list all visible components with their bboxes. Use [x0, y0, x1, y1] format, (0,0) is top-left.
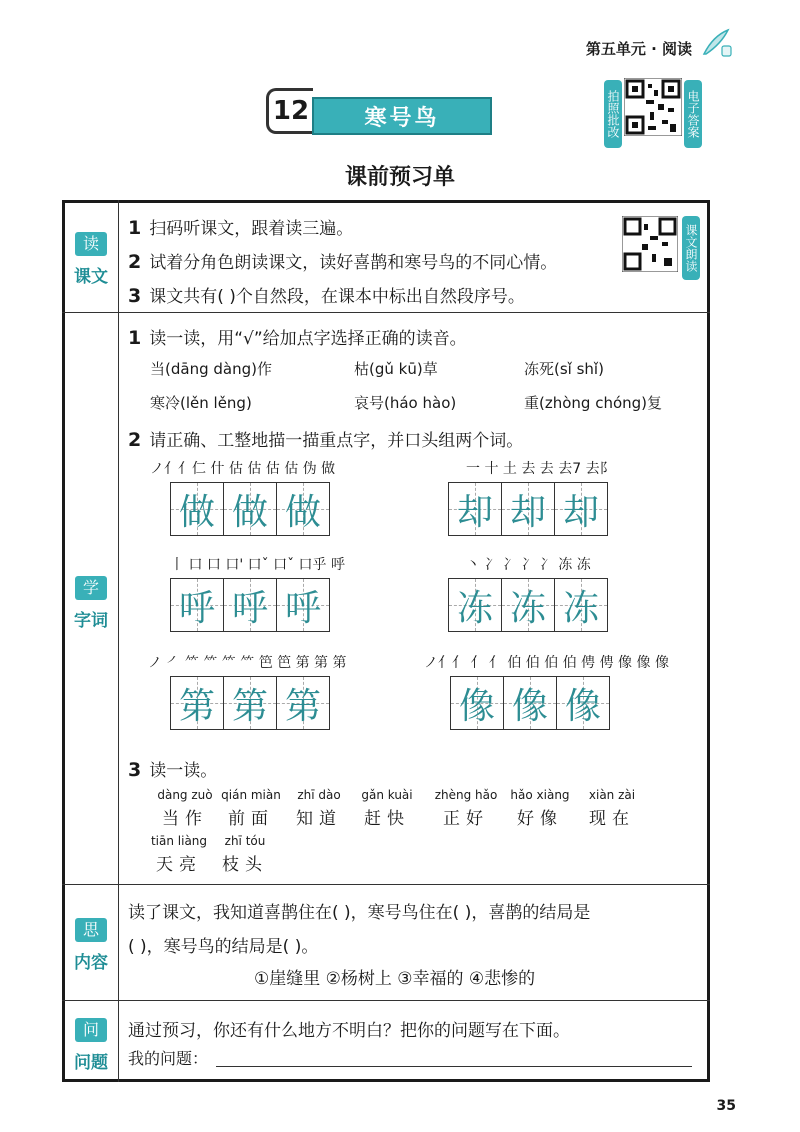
e-answer-tag[interactable]: 电子答案	[684, 80, 702, 148]
audio-tag[interactable]: 课文朗读	[682, 216, 700, 280]
vocab-word: dàng zuò 当作	[157, 788, 213, 829]
learn-q1: 1 读一读，用“√”给加点字选择正确的读音。	[128, 327, 467, 349]
section-ask-tag: 问	[75, 1018, 107, 1042]
section-learn	[68, 576, 114, 631]
vocab-word: qián miàn 前面	[221, 788, 281, 829]
my-question-label: 我的问题：	[128, 1049, 209, 1068]
qr-code-icon[interactable]	[624, 78, 682, 136]
sheet-title: 课前预习单	[344, 165, 455, 190]
stroke-order: 一 十 土 去 去 去7 去阝	[466, 461, 614, 477]
question-answer-line[interactable]	[216, 1066, 692, 1067]
stroke-order: 丨 口 口 口' 口ˇ 口ˇ 口乎 呼	[170, 557, 345, 573]
vocab-word: zhèng hǎo 正好	[434, 788, 498, 829]
vocab-word: gǎn kuài 赶快	[361, 788, 413, 829]
pinyin-choice[interactable]: 寒冷(lěn lěng)	[150, 394, 252, 412]
photo-correct-tag[interactable]: 拍照批改	[604, 80, 622, 148]
audio-qr-code-icon[interactable]	[622, 216, 678, 272]
trace-grid[interactable]: 像 像 像	[450, 676, 610, 730]
unit-label: 第五单元 · 阅读	[585, 40, 692, 58]
lesson-title: 寒号鸟	[312, 97, 492, 135]
pinyin-choice[interactable]: 枯(gǔ kū)草	[354, 360, 438, 378]
pinyin-choice[interactable]: 当(dāng dàng)作	[150, 360, 272, 378]
think-line-2[interactable]: ( )，寒号鸟的结局是( )。	[128, 937, 319, 957]
section-ask-label: 问题	[74, 1053, 108, 1073]
feather-icon	[700, 28, 734, 58]
trace-grid[interactable]: 却 却 却	[448, 482, 608, 536]
lesson-number: 12	[266, 88, 313, 134]
section-read-label: 课文	[74, 267, 108, 287]
column-divider	[118, 200, 119, 1082]
section-learn-label: 字词	[74, 611, 108, 631]
vocab-word: zhī dào 知道	[296, 788, 342, 829]
think-options: ①崖缝里 ②杨树上 ③幸福的 ④悲惨的	[254, 969, 536, 989]
section-learn-tag: 学	[75, 576, 107, 600]
trace-grid[interactable]: 冻 冻 冻	[448, 578, 608, 632]
vocab-word: hǎo xiàng 好像	[510, 788, 570, 829]
think-line-1[interactable]: 读了课文，我知道喜鹊住在( )，寒号鸟住在( )，喜鹊的结局是	[128, 903, 591, 923]
read-item-1: 1 扫码听课文，跟着读三遍。	[128, 217, 354, 239]
trace-grid[interactable]: 呼 呼 呼	[170, 578, 330, 632]
stroke-order: ノ亻亻仁 什 估 估 估 估 伪 做	[150, 461, 336, 477]
row-divider	[62, 312, 710, 313]
vocab-word: xiàn zài 现在	[588, 788, 636, 829]
read-item-3: 3 课文共有( )个自然段，在课本中标出自然段序号。	[128, 285, 525, 307]
page-number: 35	[716, 1098, 736, 1114]
section-think	[68, 918, 114, 973]
row-divider	[62, 884, 710, 885]
trace-grid[interactable]: 做 做 做	[170, 482, 330, 536]
section-read-tag: 读	[75, 232, 107, 256]
ask-prompt: 通过预习，你还有什么地方不明白？把你的问题写在下面。	[128, 1021, 570, 1041]
row-divider	[62, 1000, 710, 1001]
stroke-order: ノ ㇒ ⺮ ⺮ ⺮ ⺮ 笆 笆 第 第 第	[148, 655, 347, 671]
vocab-word: tiān liàng 天亮	[150, 834, 208, 875]
trace-grid[interactable]: 第 第 第	[170, 676, 330, 730]
section-ask	[68, 1018, 114, 1073]
learn-q2: 2 请正确、工整地描一描重点字，并口头组两个词。	[128, 429, 524, 451]
pinyin-choice[interactable]: 冻死(sǐ shǐ)	[524, 360, 604, 378]
section-read	[68, 232, 114, 287]
section-think-label: 内容	[74, 953, 108, 973]
section-think-tag: 思	[75, 918, 107, 942]
pinyin-choice[interactable]: 重(zhòng chóng)复	[524, 394, 663, 412]
pinyin-choice[interactable]: 哀号(háo hào)	[354, 394, 457, 412]
vocab-word: zhī tóu 枝头	[222, 834, 268, 875]
learn-q3: 3 读一读。	[128, 759, 218, 781]
stroke-order: ノ亻亻 亻 亻 伯 伯 伯 伯 俜 俜 像 像 像	[424, 655, 669, 671]
stroke-order: 丶 冫 冫 冫 冫 冻 冻	[466, 557, 591, 573]
read-item-2: 2 试着分角色朗读课文，读好喜鹊和寒号鸟的不同心情。	[128, 251, 558, 273]
